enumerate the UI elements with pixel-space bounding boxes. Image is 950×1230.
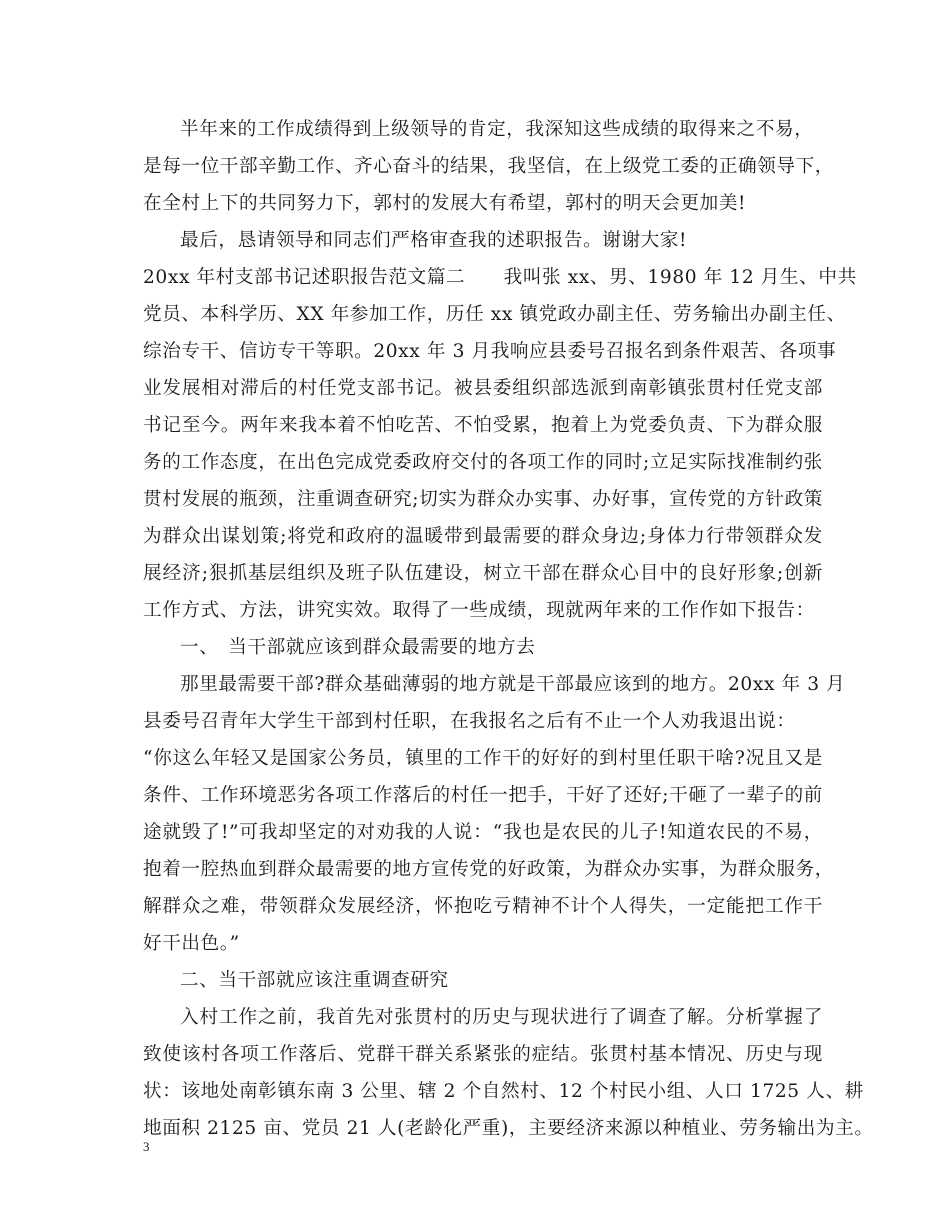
paragraph-line: 好干出色。”	[143, 933, 240, 954]
paragraph-line: “你这么年轻又是国家公务员，镇里的工作干的好好的到村里任职干啥?况且又是	[143, 748, 823, 769]
paragraph-line: 途就毁了!”可我却坚定的对劝我的人说：“我也是农民的儿子!知道农民的不易，	[143, 822, 823, 843]
paragraph-line: 贯村发展的瓶颈，注重调查研究;切实为群众办实事、办好事，宣传党的方针政策	[143, 489, 823, 510]
paragraph-line: 工作方式、方法，讲究实效。取得了一些成绩，现就两年来的工作作如下报告：	[143, 600, 815, 621]
paragraph-line: 县委号召青年大学生干部到村任职，在我报名之后有不止一个人劝我退出说：	[143, 711, 796, 732]
section-heading-line: 20xx 年村支部书记述职报告范文篇二 我叫张 xx、男、1980 年 12 月生、中共	[143, 267, 857, 288]
paragraph-line: 最后，恳请领导和同志们严格审查我的述职报告。谢谢大家!	[180, 230, 688, 251]
paragraph-line: 在全村上下的共同努力下，郭村的发展大有希望，郭村的明天会更加美!	[143, 193, 747, 214]
paragraph-line: 抱着一腔热血到群众最需要的地方宣传党的好政策，为群众办实事，为群众服务，	[143, 859, 834, 880]
paragraph-line: 解群众之难，带领群众发展经济，怀抱吃亏精神不计个人得失，一定能把工作干	[143, 896, 823, 917]
paragraph-line: 致使该村各项工作落后、党群干群关系紧张的症结。张贯村基本情况、历史与现	[143, 1044, 823, 1065]
paragraph-line: 是每一位干部辛勤工作、齐心奋斗的结果，我坚信，在上级党工委的正确领导下，	[143, 156, 834, 177]
paragraph-line: 业发展相对滞后的村任党支部书记。被县委组织部选派到南彰镇张贯村任党支部	[143, 378, 823, 399]
paragraph-line: 状：该地处南彰镇东南 3 公里、辖 2 个自然村、12 个村民小组、人口 1725 人、耕	[143, 1081, 864, 1102]
page-number: 3	[143, 1139, 150, 1154]
paragraph-line: 书记至今。两年来我本着不怕吃苦、不怕受累，抱着上为党委负责、下为群众服	[143, 415, 823, 436]
paragraph-line: 党员、本科学历、XX 年参加工作，历任 xx 镇党政办副主任、劳务输出办副主任、	[143, 304, 846, 325]
paragraph-line: 展经济;狠抓基层组织及班子队伍建设，树立干部在群众心目中的良好形象;创新	[143, 563, 823, 584]
paragraph-line: 地面积 2125 亩、党员 21 人(老龄化严重)，主要经济来源以种植业、劳务输出为主。	[143, 1118, 874, 1139]
paragraph-line: 入村工作之前，我首先对张贯村的历史与现状进行了调查了解。分析掌握了	[180, 1007, 823, 1028]
paragraph-line: 那里最需要干部?群众基础薄弱的地方就是干部最应该到的地方。20xx 年 3 月	[180, 674, 846, 695]
section-heading: 二、当干部就应该注重调查研究	[180, 970, 449, 991]
paragraph-line: 半年来的工作成绩得到上级领导的肯定，我深知这些成绩的取得来之不易，	[180, 119, 814, 140]
paragraph-line: 务的工作态度，在出色完成党委政府交付的各项工作的同时;立足实际找准制约张	[143, 452, 823, 473]
section-heading: 一、 当干部就应该到群众最需要的地方去	[180, 637, 536, 658]
paragraph-line: 条件、工作环境恶劣各项工作落后的村任一把手，干好了还好;干砸了一辈子的前	[143, 785, 823, 806]
paragraph-line: 综治专干、信访专干等职。20xx 年 3 月我响应县委号召报名到条件艰苦、各项事	[143, 341, 837, 362]
paragraph-line: 为群众出谋划策;将党和政府的温暖带到最需要的群众身边;身体力行带领群众发	[143, 526, 823, 547]
